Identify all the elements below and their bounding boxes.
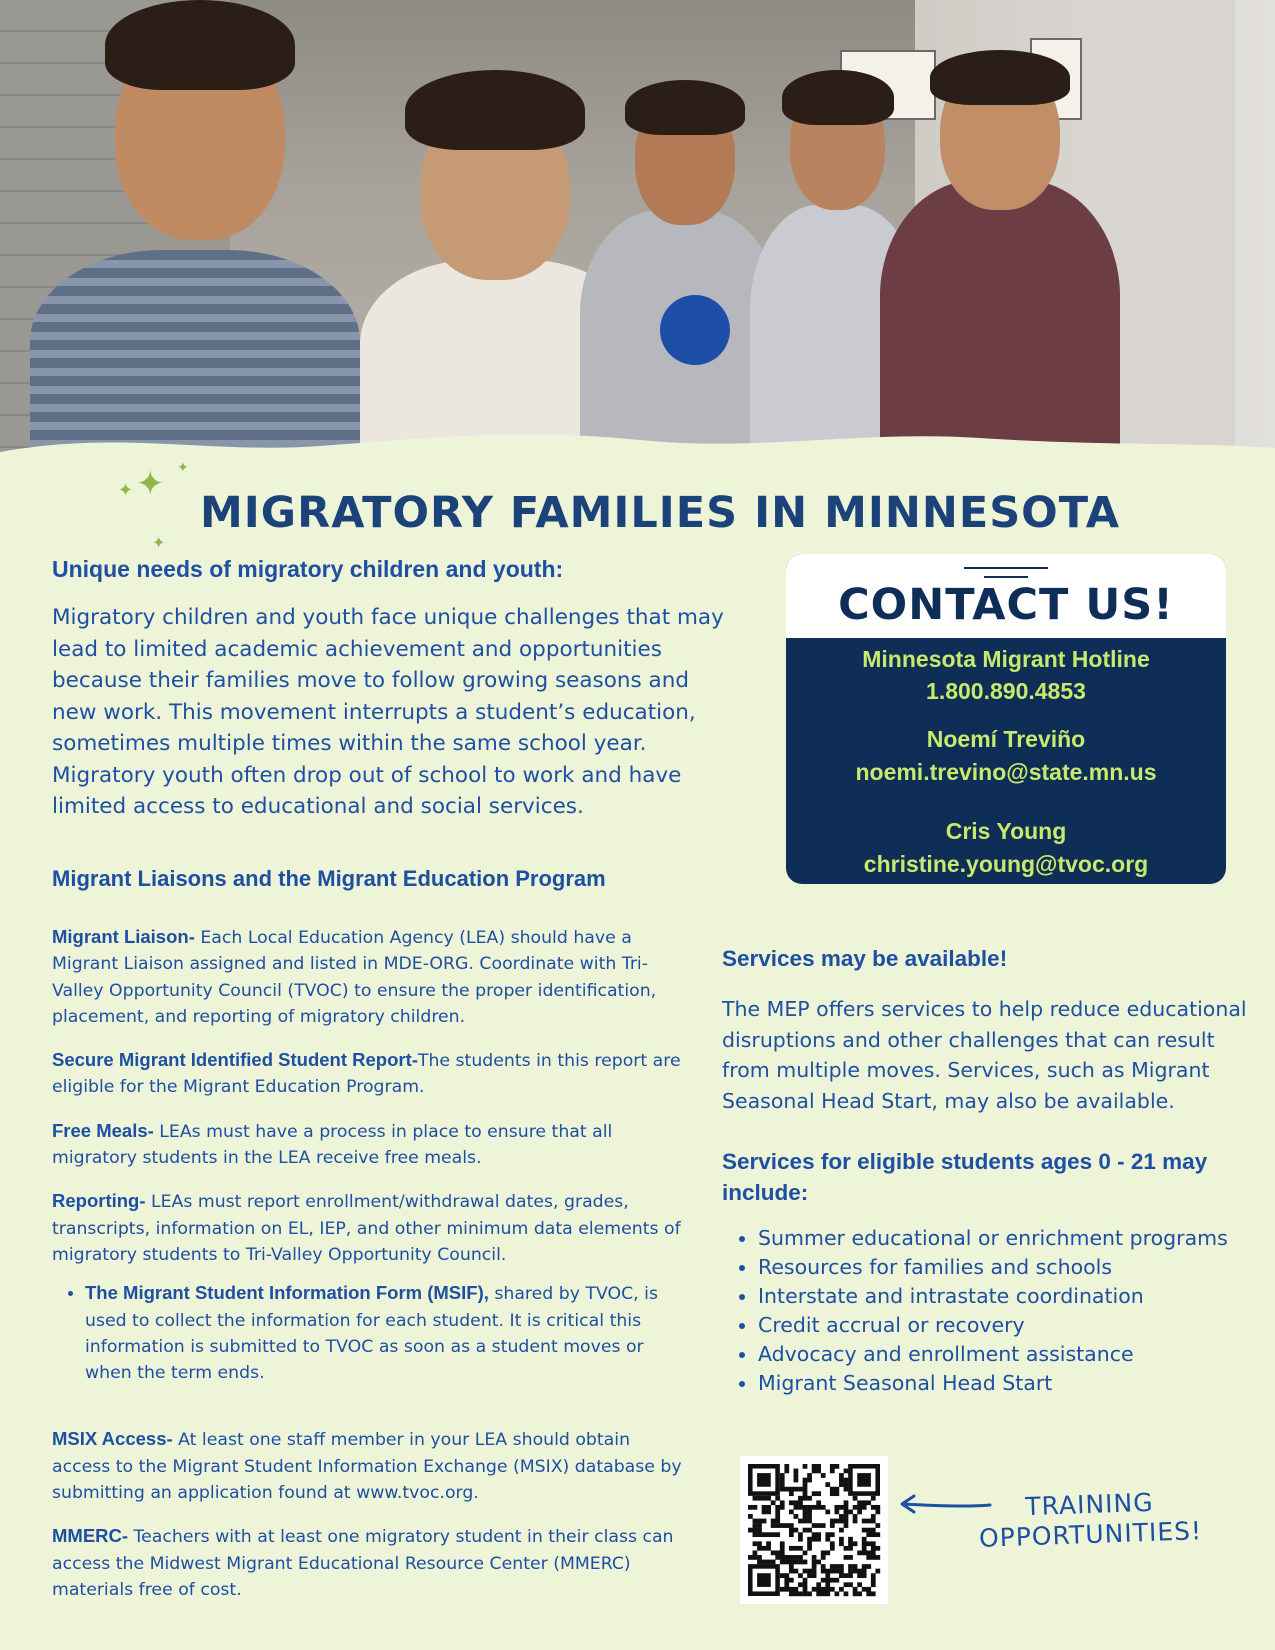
liaison-heading: Migrant Liaisons and the Migrant Education Program xyxy=(52,866,606,891)
item-text: Each Local Education Agency (LEA) should have a Migrant Liaison assigned and listed in MDE-ORG. Coordinate with Tri-Valley Opportunity Council (TVOC) to ensure the proper identification, placement, and reporting of migratory children. xyxy=(52,928,657,1027)
list-item: • Advocacy and enrollment assistance xyxy=(758,1340,1228,1369)
item-text: At least one staff member in your LEA should obtain access to the Migrant Student Information Exchange (MSIX) database by submitting an application found at www.tvoc.org. xyxy=(52,1430,682,1504)
header-photo xyxy=(0,0,1275,470)
services-list xyxy=(722,1224,1228,1398)
hotline-phone[interactable]: 1.800.890.4853 xyxy=(926,678,1086,704)
photo-child xyxy=(880,50,1120,470)
contact-name-1: Noemí Treviño xyxy=(926,726,1086,752)
wave-divider xyxy=(0,420,1275,490)
liaison-items xyxy=(52,924,692,1620)
liaison-item xyxy=(52,1118,692,1172)
intro-paragraph: Migratory children and youth face unique challenges that may lead to limited academic achievement and opportunities because their families move to follow growing seasons and new work. This movement interrupts a student’s education, sometimes multiple times within the same school year. Migratory youth often drop out of school to work and have limited access to educational and social services. xyxy=(52,605,724,819)
list-item: • Summer educational or enrichment programs xyxy=(758,1224,1228,1253)
sparkle-icon: ✦ xyxy=(136,464,165,504)
item-label: The Migrant Student Information Form (MSIF), xyxy=(85,1282,489,1304)
training-line-1: TRAINING xyxy=(1024,1487,1155,1522)
divider xyxy=(984,576,1028,578)
list-item: • Resources for families and schools xyxy=(758,1253,1228,1282)
contact-name-2: Cris Young xyxy=(945,818,1067,844)
qr-code-icon[interactable] xyxy=(740,1456,888,1604)
liaison-item xyxy=(52,1188,692,1268)
liaison-item xyxy=(52,1047,692,1101)
list-item: • Credit accrual or recovery xyxy=(758,1311,1228,1340)
item-label: Secure Migrant Identified Student Report- xyxy=(52,1049,418,1071)
msif-list xyxy=(52,1280,692,1386)
divider xyxy=(964,567,1048,569)
liaison-item xyxy=(52,924,692,1030)
msif-bullet xyxy=(85,1280,692,1386)
item-text: shared by TVOC, is used to collect the information for each student. It is critical this information is submitted to TVOC as soon as a student moves or when the term ends. xyxy=(85,1284,658,1384)
contact-email-2[interactable]: christine.young@tvoc.org xyxy=(863,851,1149,877)
liaison-item xyxy=(52,1523,692,1603)
sparkle-icon: ✦ xyxy=(152,533,166,552)
training-label xyxy=(959,1485,1221,1554)
item-label: Migrant Liaison- xyxy=(52,926,195,947)
list-item: • Migrant Seasonal Head Start xyxy=(758,1369,1228,1398)
item-text: Teachers with at least one migratory student in their class can access the Midwest Migrant Educational Resource Center (MMERC) materials free of cost. xyxy=(52,1527,674,1600)
item-label: MMERC- xyxy=(52,1525,129,1547)
item-text: The students in this report are eligible for the Migrant Education Program. xyxy=(52,1051,681,1098)
photo-child xyxy=(20,0,350,470)
services-paragraph: The MEP offers services to help reduce educational disruptions and other challenges that can result from multiple moves. Services, such as Migrant Seasonal Head Start, may also be available. xyxy=(722,997,1247,1113)
item-text: LEAs must report enrollment/withdrawal dates, grades, transcripts, information on EL, IEP, and other minimum data elements of migratory students to Tri-Valley Opportunity Council. xyxy=(52,1192,681,1265)
item-label: Reporting- xyxy=(52,1190,146,1212)
item-label: MSIX Access- xyxy=(52,1428,173,1450)
eligible-heading: Services for eligible students ages 0 - 21 may include: xyxy=(722,1149,1208,1205)
page-title: MIGRATORY FAMILIES IN MINNESOTA xyxy=(200,488,1120,538)
intro-heading: Unique needs of migratory children and youth: xyxy=(52,556,564,582)
list-item: • Interstate and intrastate coordination xyxy=(758,1282,1228,1311)
contact-email-1[interactable]: noemi.trevino@state.mn.us xyxy=(855,759,1157,785)
sparkle-icon: ✦ xyxy=(118,480,134,501)
liaison-item xyxy=(52,1426,692,1506)
sparkle-icon: ✦ xyxy=(177,460,189,476)
item-label: Free Meals- xyxy=(52,1119,154,1141)
contact-title: CONTACT US! xyxy=(838,580,1174,630)
contact-box xyxy=(786,554,1226,884)
hotline-name: Minnesota Migrant Hotline xyxy=(862,646,1150,672)
training-line-2: OPPORTUNITIES! xyxy=(978,1516,1203,1553)
services-heading: Services may be available! xyxy=(722,946,1008,971)
item-text: LEAs must have a process in place to ensure that all migratory students in the LEA receive free meals. xyxy=(52,1121,613,1169)
